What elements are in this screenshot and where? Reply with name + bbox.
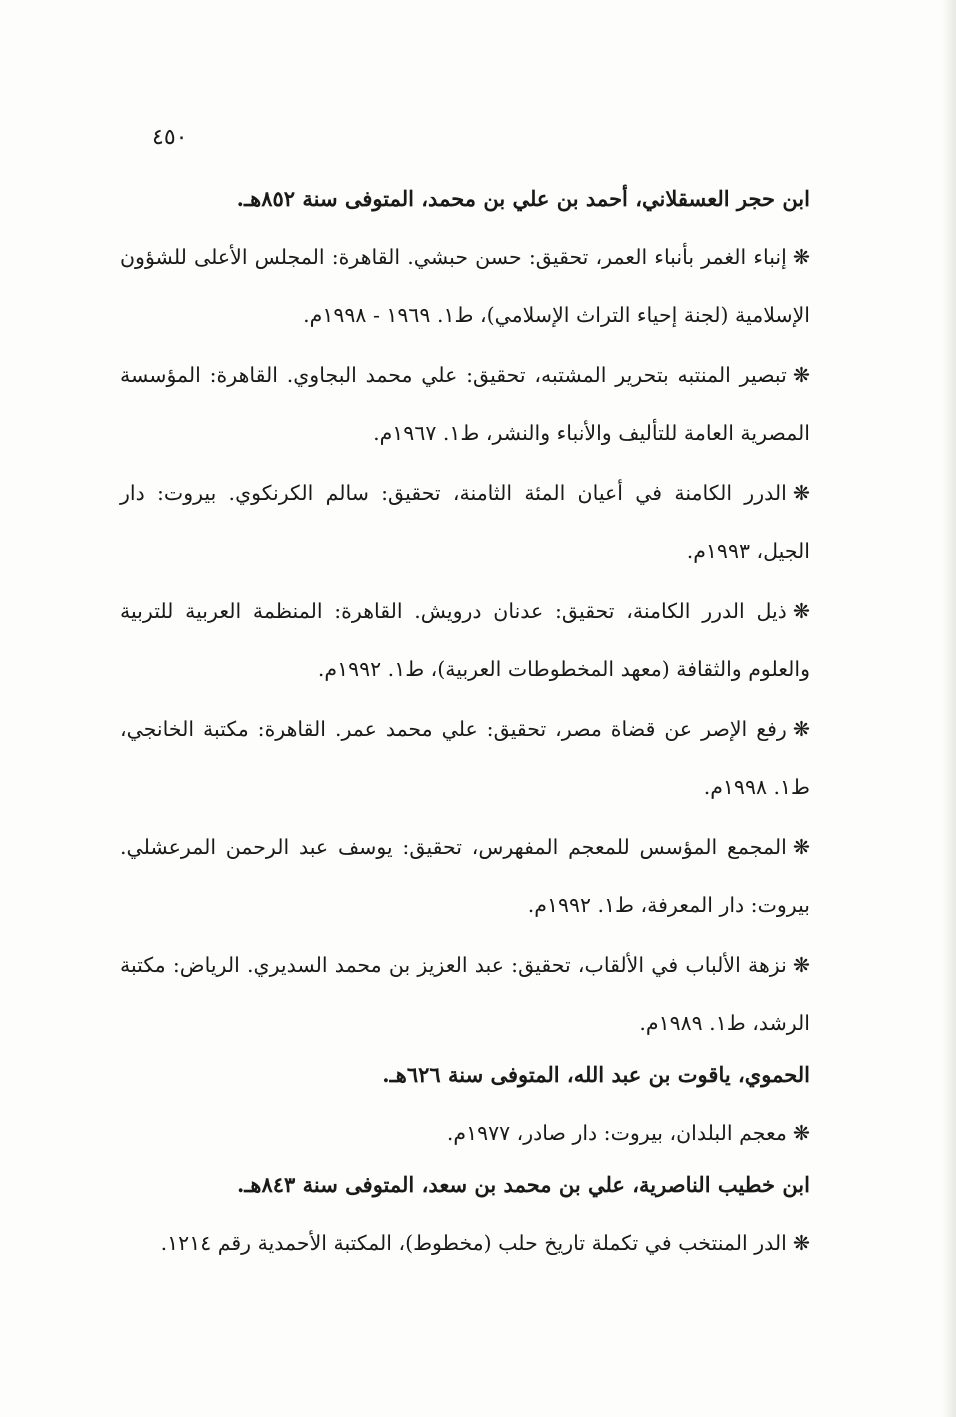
entry-text: معجم البلدان، بيروت: دار صادر، ١٩٧٧م. <box>446 1121 787 1145</box>
page-edge <box>942 0 956 1417</box>
page-number: ٤٥٠ <box>152 125 188 150</box>
bibliography-entry <box>120 1214 810 1272</box>
bibliography-entry <box>120 346 810 462</box>
bibliography-entry <box>120 700 810 816</box>
bibliography-entry <box>120 464 810 580</box>
author-heading: ابن حجر العسقلاني، أحمد بن علي بن محمد، المتوفى سنة ٨٥٢هـ. <box>236 186 810 211</box>
entry-text: تبصير المنتبه بتحرير المشتبه، تحقيق: علي محمد البجاوي. القاهرة: المؤسسة المصرية العامة للتأليف والأنباء والنشر، ط١. ١٩٦٧م. <box>120 363 810 445</box>
entry-text: رفع الإصر عن قضاة مصر، تحقيق: علي محمد عمر. القاهرة: مكتبة الخانجي، ط١. ١٩٩٨م. <box>120 717 810 799</box>
entry-text: إنباء الغمر بأنباء العمر، تحقيق: حسن حبشي. القاهرة: المجلس الأعلى للشؤون الإسلامية (لجنة إحياء التراث الإسلامي)، ط١. ١٩٦٩ - ١٩٩٨م. <box>120 245 810 327</box>
asterisk-bullet-icon: ❋ <box>792 481 810 505</box>
bibliography-content <box>120 176 810 1272</box>
bibliography-entry <box>120 582 810 698</box>
asterisk-bullet-icon: ❋ <box>792 599 810 623</box>
asterisk-bullet-icon: ❋ <box>792 245 810 269</box>
entry-text: ذيل الدرر الكامنة، تحقيق: عدنان درويش. القاهرة: المنظمة العربية للتربية والعلوم والثقافة (معهد المخطوطات العربية)، ط١. ١٩٩٢م. <box>120 599 810 681</box>
asterisk-bullet-icon: ❋ <box>792 1121 810 1145</box>
author-heading: الحموي، ياقوت بن عبد الله، المتوفى سنة ٦٢٦هـ. <box>382 1062 810 1087</box>
bibliography-entry <box>120 818 810 934</box>
entry-text: الدرر الكامنة في أعيان المئة الثامنة، تحقيق: سالم الكرنكوي. بيروت: دار الجيل، ١٩٩٣م. <box>120 481 810 563</box>
entry-text: الدر المنتخب في تكملة تاريخ حلب (مخطوط)، المكتبة الأحمدية رقم ١٢١٤. <box>160 1231 787 1255</box>
asterisk-bullet-icon: ❋ <box>792 363 810 387</box>
asterisk-bullet-icon: ❋ <box>792 953 810 977</box>
entry-text: نزهة الألباب في الألقاب، تحقيق: عبد العزيز بن محمد السديري. الرياض: مكتبة الرشد، ط١. ١٩٨٩م. <box>120 953 810 1035</box>
bibliography-entry <box>120 936 810 1052</box>
entry-text: المجمع المؤسس للمعجم المفهرس، تحقيق: يوسف عبد الرحمن المرعشلي. بيروت: دار المعرفة، ط١. ١٩٩٢م. <box>120 835 810 917</box>
bibliography-entry <box>120 228 810 344</box>
asterisk-bullet-icon: ❋ <box>792 717 810 741</box>
bibliography-entry <box>120 1104 810 1162</box>
author-heading: ابن خطيب الناصرية، علي بن محمد بن سعد، المتوفى سنة ٨٤٣هـ. <box>236 1172 810 1197</box>
asterisk-bullet-icon: ❋ <box>792 835 810 859</box>
asterisk-bullet-icon: ❋ <box>792 1231 810 1255</box>
